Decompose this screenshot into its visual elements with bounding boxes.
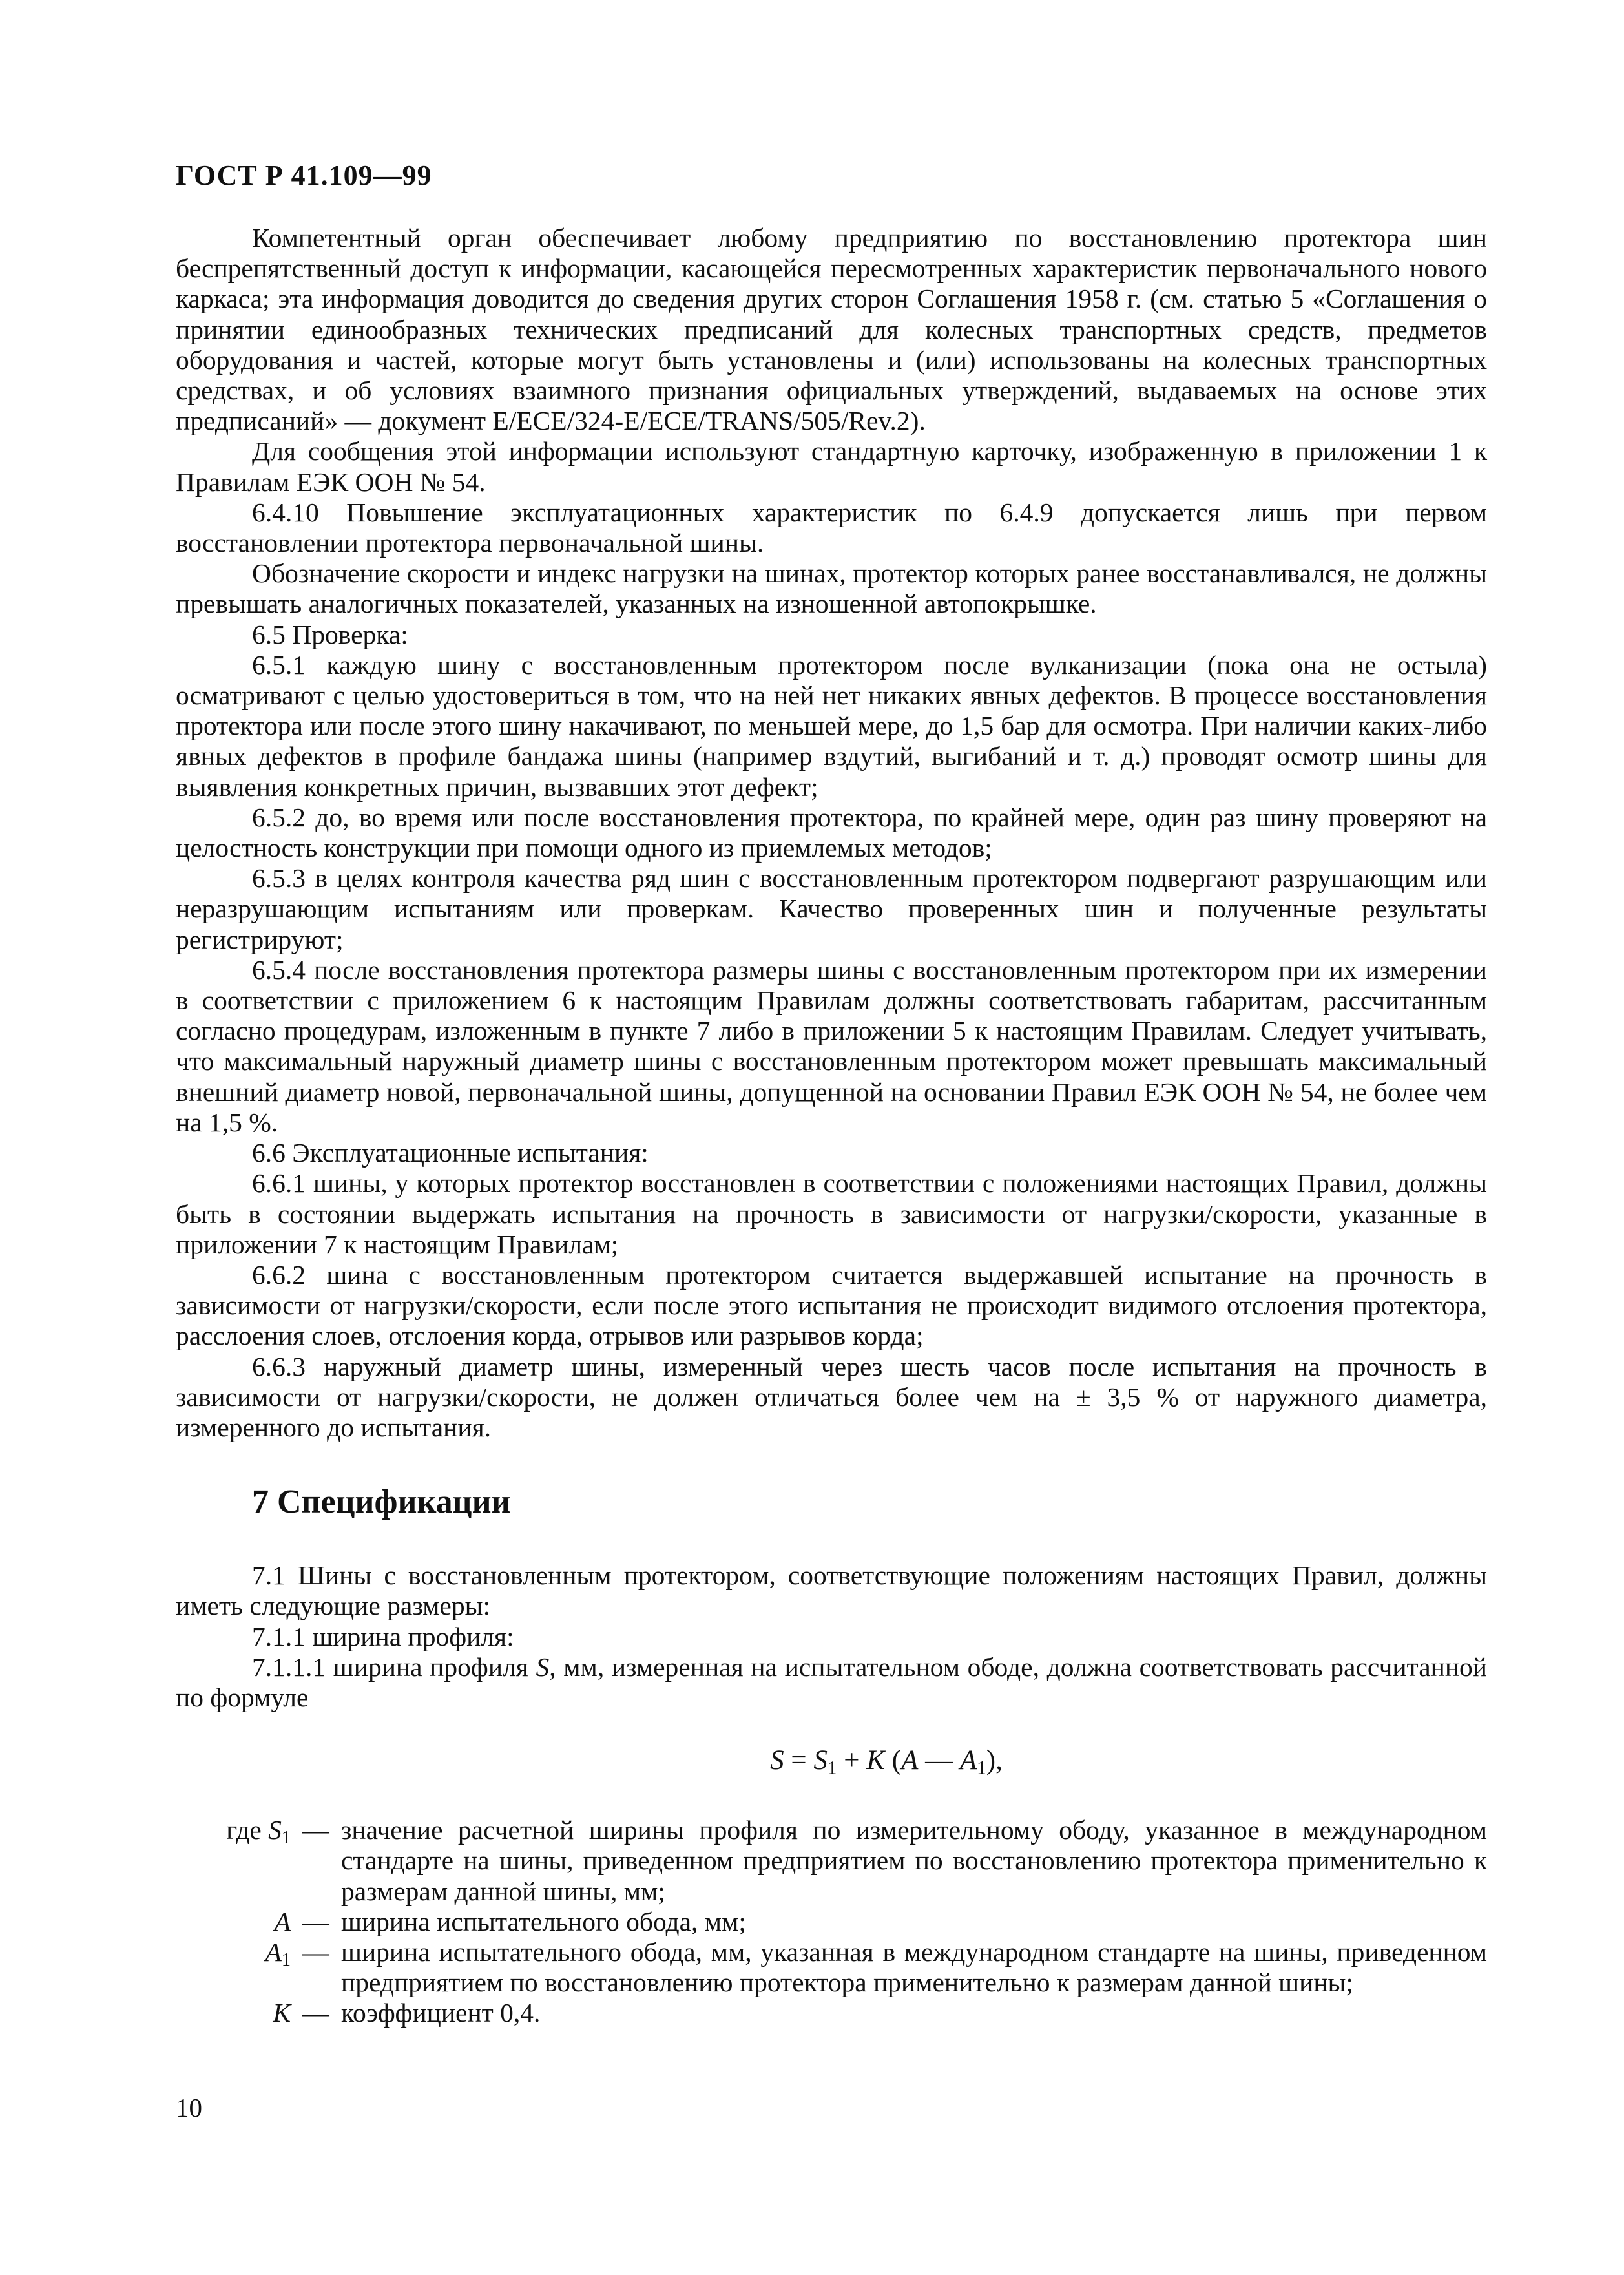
definition-row	[176, 1815, 1487, 1907]
symbol-s: S	[536, 1651, 550, 1682]
formula-open-paren: (	[885, 1745, 902, 1776]
definition-dash: —	[302, 1906, 329, 1936]
paragraph-7-1-1: 7.1.1 ширина профиля:	[252, 1621, 514, 1651]
definition-row	[176, 1907, 1487, 1937]
definition-text: ширина испытательного обода, мм;	[341, 1906, 746, 1936]
paragraph-6-5: 6.5 Проверка:	[252, 619, 408, 649]
section-title: 7 Спецификации	[252, 1483, 511, 1521]
paragraph-6-6: 6.6 Эксплуатационные испытания:	[252, 1138, 649, 1168]
paragraph-6-5-4: 6.5.4 после восстановления протектора размеры шины с восстановленным протектором при их измерении в соответствии с приложением 6 к настоящим Правилам должны соответствовать габаритам, рассчитанным согласно процедурам, изложенным в пункте 7 либо в приложении 5 к настоящим Правилам. Следует учитывать, что максимальный наружный диаметр шины с восстановленным протектором может превышать максимальный внешний диаметр новой, первоначальной шины, допущенной на основании Правил ЕЭК ООН № 54, не более чем на 1,5 %.	[176, 954, 1487, 1137]
page-number: 10	[176, 2093, 202, 2123]
paragraph-6-4-10: 6.4.10 Повышение эксплуатационных характеристик по 6.4.9 допускается лишь при первом восстановлении протектора первоначальной шины.	[176, 497, 1487, 558]
paragraph-7-1-1-1	[176, 1652, 1487, 1713]
definition-symbol-letter: A	[265, 1936, 282, 1967]
paragraph-7-1-1-1-prefix: 7.1.1.1 ширина профиля	[252, 1651, 536, 1682]
paragraph-6-5-1: 6.5.1 каждую шину с восстановленным протектором после вулканизации (пока она не остыла) осматривают с целью удостовериться в том, что на ней нет никаких явных дефектов. В процессе восстановления протектора или после этого шину накачивают, по меньшей мере, до 1,5 бар для осмотра. При наличии каких-либо явных дефектов в профиле бандажа шины (например вздутий, выгибаний и т. д.) проводят осмотр шины для выявления конкретных причин, вызвавших этот дефект;	[176, 649, 1487, 802]
definition-text: значение расчетной ширины профиля по измерительному ободу, указанное в международном стандарте на шины, приведенном предприятием по восстановлению протектора применительно к размерам данной шины, мм;	[341, 1815, 1487, 1906]
formula-a: A	[901, 1745, 919, 1776]
paragraph-6-5-3: 6.5.3 в целях контроля качества ряд шин с восстановленным протектором подвергают разрушающим или неразрушающим испытаниям или проверкам. Качество проверенных шин и полученные результаты регистрируют;	[176, 863, 1487, 954]
formula-k: K	[866, 1745, 885, 1776]
formula-a1: A	[959, 1745, 977, 1776]
width-formula	[176, 1744, 1487, 1777]
paragraph-standard-card: Для сообщения этой информации используют стандартную карточку, изображенную в приложении 1 к Правилам ЕЭК ООН № 54.	[176, 436, 1487, 497]
paragraph-6-6-2: 6.6.2 шина с восстановленным протектором считается выдержавшей испытание на прочность в зависимости от нагрузки/скорости, если после этого испытания не происходит видимого отслоения протектора, расслоения слоев, отслоения корда, отрывов или разрывов корда;	[176, 1259, 1487, 1351]
formula-plus: +	[837, 1745, 867, 1776]
definition-symbol-subscript: 1	[281, 1950, 291, 1970]
definition-symbol-letter: K	[273, 1998, 291, 2028]
definition-symbol	[176, 1936, 291, 1970]
formula-lhs: S	[770, 1745, 784, 1776]
definition-symbol	[176, 1998, 291, 2028]
definition-where-word: где	[226, 1815, 269, 1845]
paragraph-7-1-1-1-suffix: , мм, измеренная на испытательном ободе, должна соответствовать рассчитанной по формуле	[176, 1651, 1487, 1712]
definition-symbol	[176, 1815, 291, 1849]
formula-equals: =	[784, 1745, 814, 1776]
definition-text: ширина испытательного обода, мм, указанная в международном стандарте на шины, приведенном предприятием по восстановлению протектора применительно к размерам данной шины;	[341, 1936, 1487, 1998]
symbol-definitions	[176, 1815, 1487, 2028]
formula-minus: —	[918, 1745, 960, 1776]
definition-symbol-subscript: 1	[281, 1828, 291, 1849]
definition-symbol-letter: S	[268, 1815, 282, 1845]
document-body	[176, 223, 1487, 2029]
paragraph-6-6-3: 6.6.3 наружный диаметр шины, измеренный через шесть часов после испытания на прочность в зависимости от нагрузки/скорости, не должен отличаться более чем на ± 3,5 % от наружного диаметра, измеренного до испытания.	[176, 1351, 1487, 1442]
formula-s1: S	[813, 1745, 828, 1776]
formula-s1-subscript: 1	[827, 1757, 837, 1779]
formula-a1-subscript: 1	[977, 1757, 986, 1779]
definition-dash: —	[302, 1998, 329, 2028]
document-code-header: ГОСТ Р 41.109—99	[176, 160, 432, 191]
definition-dash: —	[302, 1936, 329, 1967]
paragraph-6-6-1: 6.6.1 шины, у которых протектор восстановлен в соответствии с положениями настоящих Правил, должны быть в состоянии выдержать испытания на прочность в зависимости от нагрузки/скорости, указанные в приложении 7 к настоящим Правилам;	[176, 1168, 1487, 1259]
paragraph-competent-authority: Компетентный орган обеспечивает любому предприятию по восстановлению протектора шин беспрепятственный доступ к информации, касающейся пересмотренных характеристик первоначального нового каркаса; эта информация доводится до сведения других сторон Соглашения 1958 г. (см. статью 5 «Соглашения о принятии единообразных технических предписаний для колесных транспортных средств, предметов оборудования и частей, которые могут быть установлены и (или) использованы на колесных транспортных средствах, и об условиях взаимного признания официальных утверждений, выдаваемых на основе этих предписаний» — документ E/ECE/324-E/ECE/TRANS/505/Rev.2).	[176, 223, 1487, 436]
paragraph-speed-load-index: Обозначение скорости и индекс нагрузки на шинах, протектор которых ранее восстанавливался, не должны превышать аналогичных показателей, указанных на изношенной автопокрышке.	[176, 558, 1487, 619]
formula-close-paren: ),	[986, 1745, 1003, 1776]
definition-row	[176, 1998, 1487, 2028]
definition-row	[176, 1937, 1487, 1998]
paragraph-7-1: 7.1 Шины с восстановленным протектором, соответствующие положениям настоящих Правил, должны иметь следующие размеры:	[176, 1560, 1487, 1621]
definition-dash: —	[302, 1815, 329, 1845]
definition-symbol	[176, 1907, 291, 1937]
paragraph-6-5-2: 6.5.2 до, во время или после восстановления протектора, по крайней мере, один раз шину проверяют на целостность конструкции при помощи одного из приемлемых методов;	[176, 802, 1487, 863]
definition-symbol-letter: A	[274, 1906, 291, 1936]
definition-text: коэффициент 0,4.	[341, 1998, 541, 2028]
